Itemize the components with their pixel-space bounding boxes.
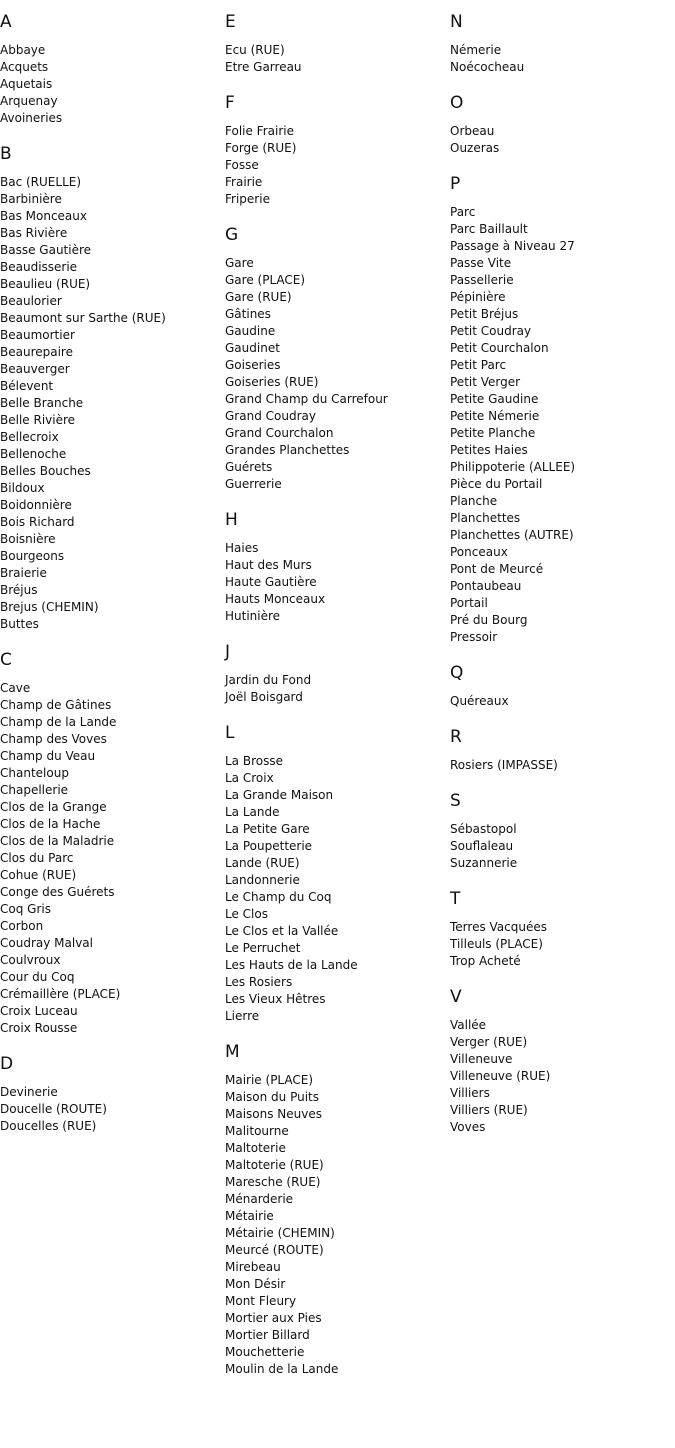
place-name-item: Maison du Puits bbox=[225, 1090, 320, 1104]
section-letter-heading: Q bbox=[450, 663, 464, 683]
place-name-item: Mont Fleury bbox=[225, 1294, 297, 1308]
place-name-item: Ponceaux bbox=[450, 545, 508, 559]
place-name-item: Belle Rivière bbox=[0, 413, 76, 427]
place-name-item: Les Hauts de la Lande bbox=[225, 958, 358, 972]
place-name-item: Voves bbox=[450, 1120, 486, 1134]
place-name-item: Terres Vacquées bbox=[450, 920, 547, 934]
place-name-item: Villiers (RUE) bbox=[450, 1103, 528, 1117]
place-name-list bbox=[450, 123, 675, 157]
place-name-item: Malitourne bbox=[225, 1124, 289, 1138]
place-name-item: Gare (PLACE) bbox=[225, 273, 306, 287]
place-name-item: Maltoterie (RUE) bbox=[225, 1158, 324, 1172]
place-name-item: Beaumont sur Sarthe (RUE) bbox=[0, 311, 166, 325]
place-name-item: Cour du Coq bbox=[0, 970, 75, 984]
section-letter-heading: C bbox=[0, 650, 12, 670]
place-name-item: Métairie bbox=[225, 1209, 274, 1223]
place-name-item: Lande (RUE) bbox=[225, 856, 300, 870]
place-name-item: Doucelle (ROUTE) bbox=[0, 1102, 107, 1116]
section-letter-heading: G bbox=[225, 225, 239, 245]
place-name-item: Champ de Gâtines bbox=[0, 698, 112, 712]
letter-group-s bbox=[450, 791, 675, 872]
letter-group-d bbox=[0, 1054, 225, 1135]
place-name-item: Les Rosiers bbox=[225, 975, 293, 989]
place-name-item: Goiseries bbox=[225, 358, 281, 372]
place-name-item: Crémaillère (PLACE) bbox=[0, 987, 121, 1001]
place-name-item: Buttes bbox=[0, 617, 39, 631]
place-name-item: Clos de la Maladrie bbox=[0, 834, 115, 848]
place-name-item: Arquenay bbox=[0, 94, 58, 108]
place-name-item: Haute Gautière bbox=[225, 575, 317, 589]
place-name-item: Sébastopol bbox=[450, 822, 517, 836]
letter-group-b bbox=[0, 144, 225, 633]
place-name-item: Petite Planche bbox=[450, 426, 536, 440]
place-name-item: Basse Gautière bbox=[0, 243, 92, 257]
place-name-item: Aquetais bbox=[0, 77, 53, 91]
place-name-item: Le Perruchet bbox=[225, 941, 301, 955]
section-letter-heading: R bbox=[450, 727, 462, 747]
place-name-list bbox=[0, 174, 225, 633]
place-name-item: Coudray Malval bbox=[0, 936, 93, 950]
section-letter-heading: V bbox=[450, 987, 462, 1007]
place-name-item: Barbinière bbox=[0, 192, 62, 206]
place-name-item: Le Clos et la Vallée bbox=[225, 924, 339, 938]
index-column-2 bbox=[225, 0, 450, 1395]
letter-group-e bbox=[225, 12, 450, 76]
place-name-item: Suzannerie bbox=[450, 856, 518, 870]
place-name-item: Frairie bbox=[225, 175, 263, 189]
section-letter-heading: H bbox=[225, 510, 238, 530]
place-name-item: Pièce du Portail bbox=[450, 477, 543, 491]
place-name-item: Belle Branche bbox=[0, 396, 84, 410]
place-name-item: Boisnière bbox=[0, 532, 56, 546]
letter-group-o bbox=[450, 93, 675, 157]
place-name-item: Clos de la Hache bbox=[0, 817, 101, 831]
place-name-item: Némerie bbox=[450, 43, 502, 57]
place-name-item: Doucelles (RUE) bbox=[0, 1119, 97, 1133]
place-name-item: Petite Némerie bbox=[450, 409, 540, 423]
place-name-list bbox=[450, 204, 675, 646]
place-name-item: Mairie (PLACE) bbox=[225, 1073, 314, 1087]
place-name-item: Goiseries (RUE) bbox=[225, 375, 319, 389]
place-name-item: La Lande bbox=[225, 805, 280, 819]
section-letter-heading: L bbox=[225, 723, 235, 743]
letter-group-p bbox=[450, 174, 675, 646]
place-name-item: Champ du Veau bbox=[0, 749, 96, 763]
place-name-item: Bellenoche bbox=[0, 447, 67, 461]
place-name-item: Villeneuve bbox=[450, 1052, 513, 1066]
place-name-item: La Croix bbox=[225, 771, 274, 785]
place-name-item: Haies bbox=[225, 541, 259, 555]
place-name-item: Villeneuve (RUE) bbox=[450, 1069, 551, 1083]
place-name-item: Haut des Murs bbox=[225, 558, 312, 572]
section-letter-heading: B bbox=[0, 144, 12, 164]
place-name-item: Beaulorier bbox=[0, 294, 62, 308]
place-name-item: Bourgeons bbox=[0, 549, 65, 563]
place-name-item: Abbaye bbox=[0, 43, 46, 57]
place-name-item: Pré du Bourg bbox=[450, 613, 528, 627]
letter-group-q bbox=[450, 663, 675, 710]
place-name-item: Planche bbox=[450, 494, 498, 508]
place-name-item: Corbon bbox=[0, 919, 44, 933]
place-name-item: Orbeau bbox=[450, 124, 495, 138]
place-name-item: Boidonnière bbox=[0, 498, 72, 512]
place-name-item: Petit Parc bbox=[450, 358, 507, 372]
place-name-list bbox=[450, 1017, 675, 1136]
place-name-list bbox=[225, 123, 450, 208]
place-name-item: Forge (RUE) bbox=[225, 141, 297, 155]
place-name-item: Mortier aux Pies bbox=[225, 1311, 322, 1325]
place-name-item: Villiers bbox=[450, 1086, 490, 1100]
place-name-item: Bréjus bbox=[0, 583, 38, 597]
place-name-item: Pressoir bbox=[450, 630, 498, 644]
place-name-item: Beauverger bbox=[0, 362, 70, 376]
place-name-list bbox=[450, 757, 675, 774]
place-name-item: Ecu (RUE) bbox=[225, 43, 285, 57]
place-name-item: Grand Coudray bbox=[225, 409, 316, 423]
place-name-item: Beaulieu (RUE) bbox=[0, 277, 91, 291]
place-name-item: Clos du Parc bbox=[0, 851, 74, 865]
place-name-item: Avoineries bbox=[0, 111, 63, 125]
letter-group-v bbox=[450, 987, 675, 1136]
place-name-item: La Brosse bbox=[225, 754, 283, 768]
place-name-item: Gare bbox=[225, 256, 254, 270]
place-name-item: Fosse bbox=[225, 158, 259, 172]
place-name-item: La Petite Gare bbox=[225, 822, 310, 836]
place-name-item: Maresche (RUE) bbox=[225, 1175, 321, 1189]
place-name-item: Parc Baillault bbox=[450, 222, 528, 236]
section-letter-heading: A bbox=[0, 12, 12, 32]
place-name-item: Cohue (RUE) bbox=[0, 868, 77, 882]
letter-group-t bbox=[450, 889, 675, 970]
place-name-item: Acquets bbox=[0, 60, 49, 74]
place-name-list bbox=[225, 672, 450, 706]
place-name-item: Landonnerie bbox=[225, 873, 300, 887]
place-name-item: Petites Haies bbox=[450, 443, 528, 457]
place-name-item: Bac (RUELLE) bbox=[0, 175, 82, 189]
index-column-3 bbox=[450, 0, 675, 1153]
letter-group-h bbox=[225, 510, 450, 625]
place-name-item: Bélevent bbox=[0, 379, 54, 393]
letter-group-n bbox=[450, 12, 675, 76]
place-name-item: Les Vieux Hêtres bbox=[225, 992, 326, 1006]
letter-group-g bbox=[225, 225, 450, 493]
place-name-item: Philippoterie (ALLEE) bbox=[450, 460, 576, 474]
place-name-item: La Grande Maison bbox=[225, 788, 334, 802]
place-name-item: Beaurepaire bbox=[0, 345, 73, 359]
place-name-item: Souflaleau bbox=[450, 839, 514, 853]
place-name-item: Clos de la Grange bbox=[0, 800, 107, 814]
place-name-item: Hauts Monceaux bbox=[225, 592, 326, 606]
place-name-list bbox=[225, 255, 450, 493]
section-letter-heading: O bbox=[450, 93, 464, 113]
place-name-item: Pépinière bbox=[450, 290, 506, 304]
letter-group-f bbox=[225, 93, 450, 208]
place-name-item: Beaudisserie bbox=[0, 260, 78, 274]
place-name-item: Gâtines bbox=[225, 307, 271, 321]
place-name-item: Friperie bbox=[225, 192, 270, 206]
place-name-item: Rosiers (IMPASSE) bbox=[450, 758, 558, 772]
section-letter-heading: P bbox=[450, 174, 461, 194]
place-name-item: Ménarderie bbox=[225, 1192, 294, 1206]
place-name-item: Grand Champ du Carrefour bbox=[225, 392, 388, 406]
letter-group-m bbox=[225, 1042, 450, 1378]
place-name-list bbox=[450, 693, 675, 710]
place-name-item: Petit Bréjus bbox=[450, 307, 519, 321]
place-name-item: Croix Luceau bbox=[0, 1004, 78, 1018]
place-name-item: Le Champ du Coq bbox=[225, 890, 332, 904]
place-name-item: Croix Rousse bbox=[0, 1021, 78, 1035]
section-letter-heading: E bbox=[225, 12, 236, 32]
place-name-item: Conge des Guérets bbox=[0, 885, 115, 899]
place-name-list bbox=[225, 753, 450, 1025]
place-name-item: Passellerie bbox=[450, 273, 514, 287]
letter-group-j bbox=[225, 642, 450, 706]
place-name-item: Métairie (CHEMIN) bbox=[225, 1226, 335, 1240]
place-name-item: Mon Désir bbox=[225, 1277, 286, 1291]
place-name-item: Bellecroix bbox=[0, 430, 59, 444]
place-name-item: Parc bbox=[450, 205, 476, 219]
place-name-list bbox=[450, 919, 675, 970]
place-name-item: Planchettes bbox=[450, 511, 521, 525]
place-name-item: Gaudine bbox=[225, 324, 276, 338]
letter-group-c bbox=[0, 650, 225, 1037]
place-name-item: Devinerie bbox=[0, 1085, 58, 1099]
place-name-item: Verger (RUE) bbox=[450, 1035, 528, 1049]
place-name-list bbox=[225, 1072, 450, 1378]
place-name-item: Bas Monceaux bbox=[0, 209, 87, 223]
place-name-item: Passage à Niveau 27 bbox=[450, 239, 575, 253]
place-name-list bbox=[0, 42, 225, 127]
place-name-item: Lierre bbox=[225, 1009, 260, 1023]
place-name-item: Planchettes (AUTRE) bbox=[450, 528, 574, 542]
section-letter-heading: F bbox=[225, 93, 235, 113]
place-name-item: Quéreaux bbox=[450, 694, 509, 708]
place-name-item: Ouzeras bbox=[450, 141, 500, 155]
place-name-item: Mortier Billard bbox=[225, 1328, 310, 1342]
place-name-item: Grand Courchalon bbox=[225, 426, 334, 440]
place-name-item: Noécocheau bbox=[450, 60, 525, 74]
place-name-item: Petit Courchalon bbox=[450, 341, 549, 355]
place-name-item: Petit Coudray bbox=[450, 324, 532, 338]
place-name-item: Maltoterie bbox=[225, 1141, 286, 1155]
section-letter-heading: D bbox=[0, 1054, 14, 1074]
place-name-item: Portail bbox=[450, 596, 488, 610]
place-name-item: Braierie bbox=[0, 566, 47, 580]
place-name-item: Jardin du Fond bbox=[225, 673, 312, 687]
place-name-item: Gaudinet bbox=[225, 341, 280, 355]
letter-group-r bbox=[450, 727, 675, 774]
place-name-item: Chanteloup bbox=[0, 766, 69, 780]
place-name-item: Guérets bbox=[225, 460, 273, 474]
place-name-item: Champ de la Lande bbox=[0, 715, 117, 729]
place-name-item: Hutinière bbox=[225, 609, 281, 623]
place-name-item: Passe Vite bbox=[450, 256, 512, 270]
place-name-list bbox=[450, 821, 675, 872]
place-name-item: Cave bbox=[0, 681, 31, 695]
place-name-item: Meurcé (ROUTE) bbox=[225, 1243, 324, 1257]
place-name-item: Coulvroux bbox=[0, 953, 61, 967]
section-letter-heading: J bbox=[225, 642, 231, 662]
place-name-item: Chapellerie bbox=[0, 783, 69, 797]
place-name-item: Joël Boisgard bbox=[225, 690, 303, 704]
place-name-item: Gare (RUE) bbox=[225, 290, 292, 304]
place-name-item: Maisons Neuves bbox=[225, 1107, 323, 1121]
place-name-list bbox=[225, 42, 450, 76]
place-name-item: Mouchetterie bbox=[225, 1345, 305, 1359]
place-name-item: Beaumortier bbox=[0, 328, 75, 342]
place-name-item: Champ des Voves bbox=[0, 732, 107, 746]
section-letter-heading: S bbox=[450, 791, 461, 811]
letter-group-a bbox=[0, 12, 225, 127]
place-name-item: Le Clos bbox=[225, 907, 268, 921]
place-name-item: Mirebeau bbox=[225, 1260, 281, 1274]
section-letter-heading: T bbox=[450, 889, 461, 909]
place-name-item: Moulin de la Lande bbox=[225, 1362, 339, 1376]
place-name-item: Petite Gaudine bbox=[450, 392, 539, 406]
letter-group-l bbox=[225, 723, 450, 1025]
place-name-item: Trop Acheté bbox=[450, 954, 521, 968]
place-name-item: Bildoux bbox=[0, 481, 45, 495]
place-name-item: Folie Frairie bbox=[225, 124, 294, 138]
place-name-list bbox=[225, 540, 450, 625]
place-name-item: Guerrerie bbox=[225, 477, 282, 491]
place-name-item: Tilleuls (PLACE) bbox=[450, 937, 543, 951]
place-name-item: Belles Bouches bbox=[0, 464, 91, 478]
place-name-item: Coq Gris bbox=[0, 902, 51, 916]
place-name-item: Grandes Planchettes bbox=[225, 443, 350, 457]
place-name-item: Etre Garreau bbox=[225, 60, 302, 74]
section-letter-heading: M bbox=[225, 1042, 240, 1062]
place-name-list bbox=[0, 680, 225, 1037]
section-letter-heading: N bbox=[450, 12, 463, 32]
place-name-item: Pontaubeau bbox=[450, 579, 522, 593]
place-name-item: Bas Rivière bbox=[0, 226, 68, 240]
place-name-item: Pont de Meurcé bbox=[450, 562, 544, 576]
place-name-item: Vallée bbox=[450, 1018, 487, 1032]
place-name-item: La Poupetterie bbox=[225, 839, 313, 853]
index-column-1 bbox=[0, 0, 225, 1152]
place-name-item: Petit Verger bbox=[450, 375, 521, 389]
place-name-list bbox=[0, 1084, 225, 1135]
place-name-item: Brejus (CHEMIN) bbox=[0, 600, 99, 614]
place-name-item: Bois Richard bbox=[0, 515, 75, 529]
place-name-list bbox=[450, 42, 675, 76]
